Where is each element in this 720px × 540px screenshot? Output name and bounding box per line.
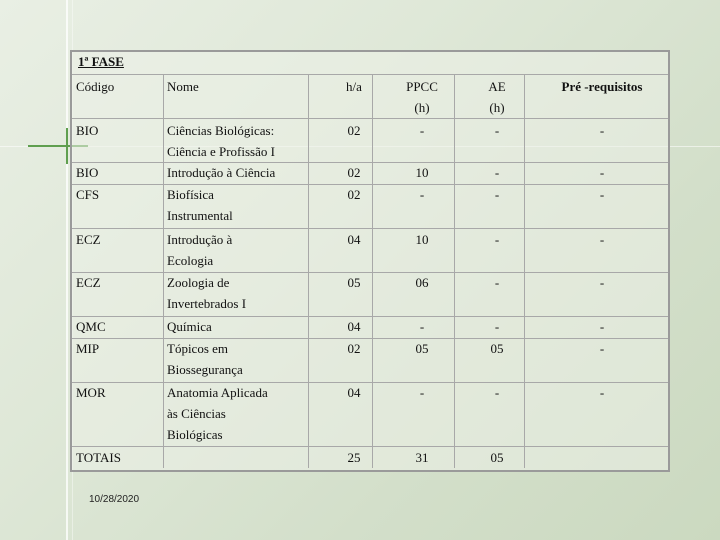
cell-code: ECZ: [76, 232, 101, 247]
cell-name: Introdução à Ciência: [167, 165, 276, 180]
cell-name: Zoologia de: [167, 275, 230, 290]
cell-name: Tópicos em: [167, 341, 229, 356]
cell-prereq: -: [599, 275, 605, 290]
cell-ha: 04: [347, 385, 361, 400]
header-prereq: Pré -requisitos: [561, 79, 643, 94]
cell-ha: 02: [347, 165, 361, 180]
cell-name: Ecologia: [167, 253, 214, 268]
cell-ae: -: [494, 232, 500, 247]
table-header: [72, 74, 668, 118]
cell-ha: 02: [347, 187, 361, 202]
decorative-stripe: [66, 0, 68, 540]
cell-name: Instrumental: [167, 208, 233, 223]
decorative-crosshair: [66, 128, 68, 164]
header-ha: h/a: [346, 79, 362, 94]
cell-ha: 02: [347, 341, 361, 356]
cell-ppcc: -: [419, 319, 425, 334]
cell-ha: 04: [347, 232, 361, 247]
cell-code: MIP: [76, 341, 100, 356]
cell-ae: -: [494, 319, 500, 334]
cell-name: Biofísica: [167, 187, 214, 202]
cell-name: Introdução à: [167, 232, 233, 247]
header-ppcc: PPCC: [406, 79, 438, 94]
cell-ha: 02: [347, 123, 361, 138]
totals-ae: 05: [490, 450, 504, 465]
cell-ae: -: [494, 275, 500, 290]
header-ae-unit: (h): [489, 100, 505, 115]
column-divider: [524, 74, 525, 468]
column-divider: [163, 74, 164, 468]
cell-name: Invertebrados I: [167, 296, 247, 311]
curriculum-table: [70, 50, 670, 472]
header-ppcc-unit: (h): [414, 100, 430, 115]
cell-ppcc: 10: [415, 165, 429, 180]
cell-ppcc: 10: [415, 232, 429, 247]
cell-name: Biossegurança: [167, 362, 243, 377]
totals-ppcc: 31: [415, 450, 429, 465]
cell-code: BIO: [76, 123, 99, 138]
cell-prereq: -: [599, 187, 605, 202]
header-code: Código: [76, 79, 115, 94]
cell-ppcc: -: [419, 123, 425, 138]
cell-ppcc: -: [419, 385, 425, 400]
row-divider: [72, 118, 668, 119]
cell-code: ECZ: [76, 275, 101, 290]
cell-ppcc: 06: [415, 275, 429, 290]
column-divider: [454, 74, 455, 468]
column-divider: [308, 74, 309, 468]
cell-name: Anatomia Aplicada: [167, 385, 268, 400]
cell-prereq: -: [599, 341, 605, 356]
header-name: Nome: [167, 79, 199, 94]
cell-prereq: -: [599, 123, 605, 138]
cell-ae: -: [494, 165, 500, 180]
cell-name: Química: [167, 319, 212, 334]
totals-ha: 25: [347, 450, 361, 465]
cell-code: QMC: [76, 319, 106, 334]
cell-code: CFS: [76, 187, 100, 202]
cell-ae: -: [494, 385, 500, 400]
totals-label: TOTAIS: [76, 450, 121, 465]
cell-ae: -: [494, 123, 500, 138]
cell-ha: 04: [347, 319, 361, 334]
cell-prereq: -: [599, 165, 605, 180]
slide-date: 10/28/2020: [89, 494, 140, 505]
cell-ae: -: [494, 187, 500, 202]
cell-code: MOR: [76, 385, 106, 400]
cell-name: Biológicas: [167, 427, 223, 442]
header-ae: AE: [488, 79, 506, 94]
phase-title: 1ª FASE: [78, 54, 124, 69]
cell-name: Ciência e Profissão I: [167, 144, 275, 159]
cell-ppcc: 05: [415, 341, 429, 356]
cell-ae: 05: [490, 341, 504, 356]
cell-ha: 05: [347, 275, 361, 290]
cell-name: Ciências Biológicas:: [167, 123, 275, 138]
cell-prereq: -: [599, 232, 605, 247]
cell-name: às Ciências: [167, 406, 226, 421]
cell-ppcc: -: [419, 187, 425, 202]
cell-prereq: -: [599, 319, 605, 334]
cell-code: BIO: [76, 165, 99, 180]
cell-prereq: -: [599, 385, 605, 400]
